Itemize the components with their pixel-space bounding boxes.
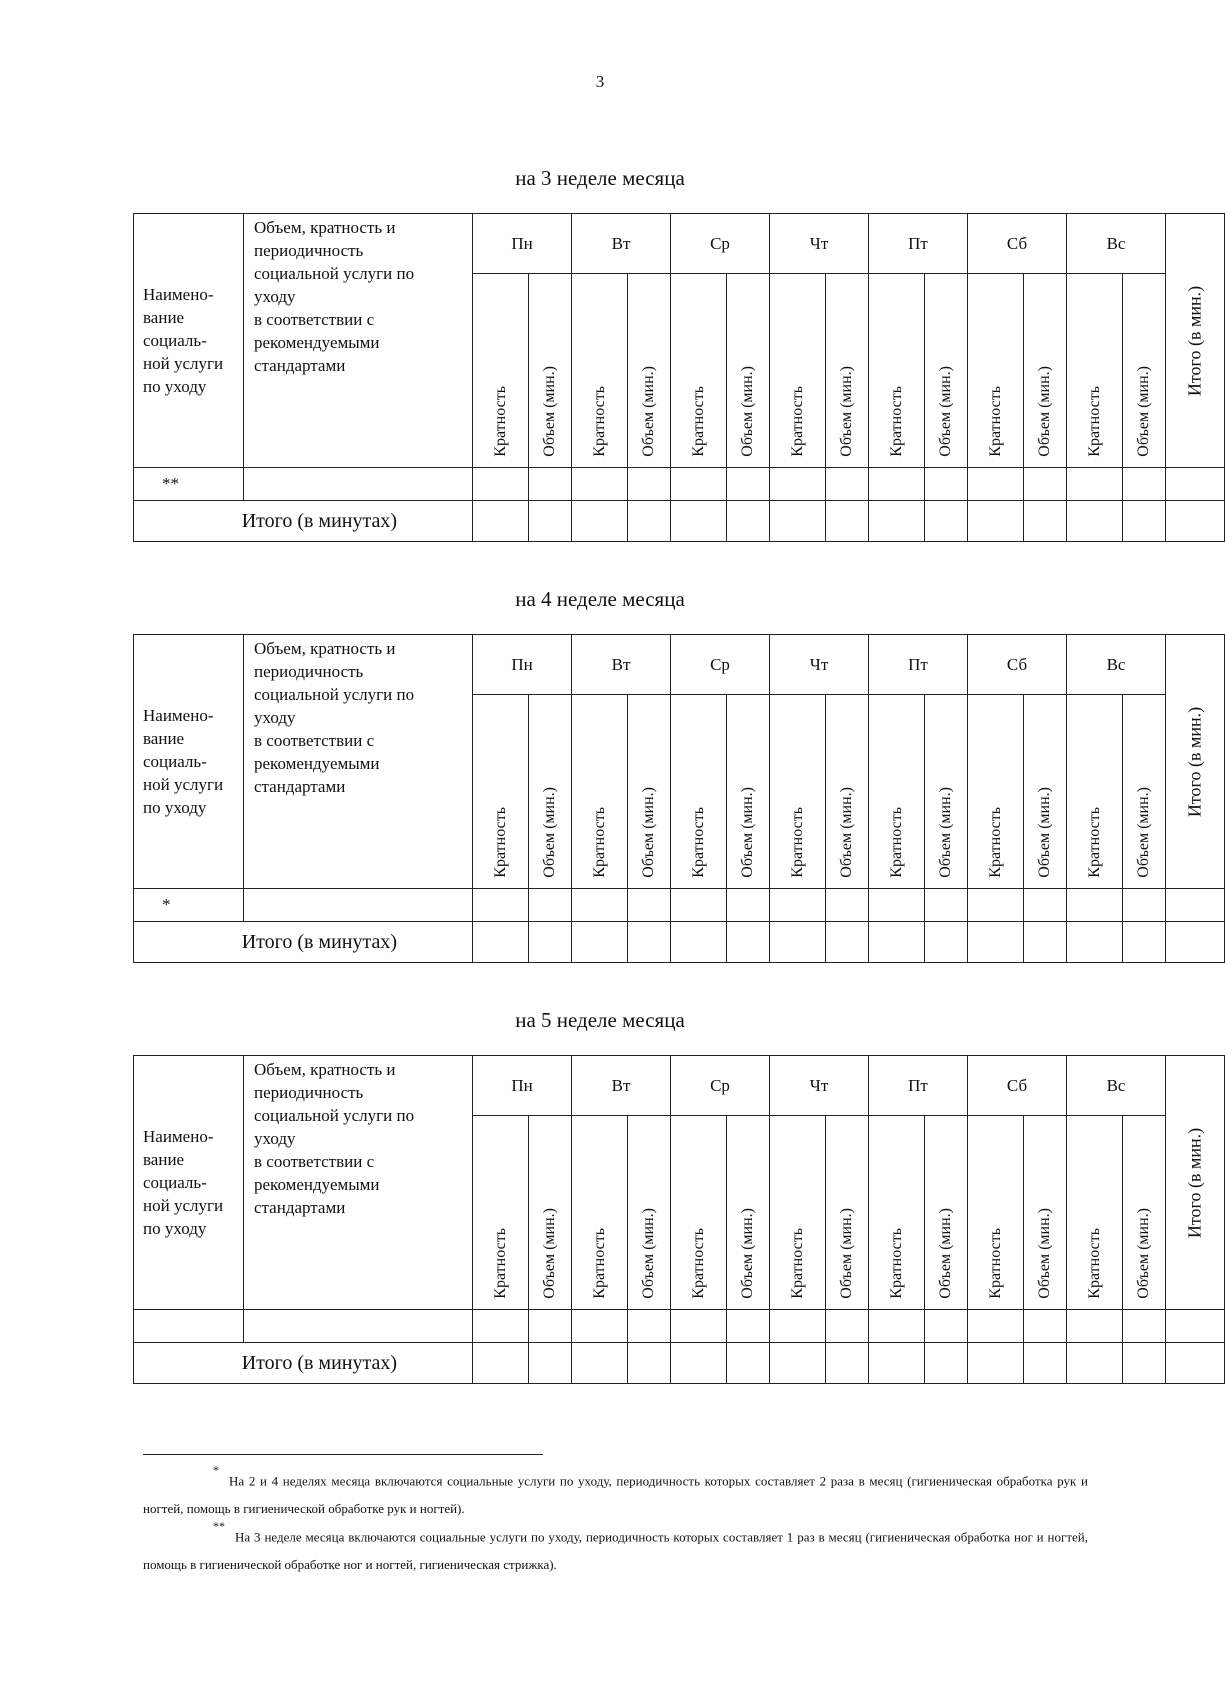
- total-value-cell: [1123, 922, 1166, 963]
- header-day: Вс: [1067, 214, 1166, 274]
- header-day: Чт: [770, 635, 869, 695]
- header-sub-label: Объем (мин.): [529, 695, 572, 889]
- total-value-cell: [727, 501, 770, 542]
- header-service-name: Наимено- вание социаль- ной услуги по уходу: [134, 214, 244, 468]
- page-number: 3: [595, 72, 605, 91]
- total-value-cell: [1166, 922, 1225, 963]
- total-value-cell: [869, 1343, 925, 1384]
- total-value-cell: [1067, 922, 1123, 963]
- header-sub-label: Кратность: [770, 1116, 826, 1310]
- header-sub-label: Кратность: [1067, 1116, 1123, 1310]
- service-value-cell: [968, 468, 1024, 501]
- week-schedule-table: [133, 1055, 1225, 1384]
- header-sub-label: Кратность: [473, 695, 529, 889]
- header-day: Вт: [572, 1056, 671, 1116]
- total-value-cell: [628, 922, 671, 963]
- service-value-cell: [473, 1310, 529, 1343]
- service-value-cell: [770, 468, 826, 501]
- service-value-cell: [473, 468, 529, 501]
- service-value-cell: [1166, 468, 1225, 501]
- header-total: Итого (в мин.): [1166, 635, 1225, 889]
- header-sub-label: Кратность: [572, 1116, 628, 1310]
- service-value-cell: [1067, 889, 1123, 922]
- service-value-cell: [826, 468, 869, 501]
- total-value-cell: [727, 922, 770, 963]
- total-value-cell: [968, 922, 1024, 963]
- header-day: Пт: [869, 1056, 968, 1116]
- service-value-cell: [925, 889, 968, 922]
- service-value-cell: [671, 1310, 727, 1343]
- header-volume: Объем, кратность и периодичность социальной услуги по уходу в соответствии с рекомендуемыми стандартами: [244, 635, 473, 889]
- service-value-cell: [1067, 468, 1123, 501]
- service-volume-cell: [244, 889, 473, 922]
- header-sub-label: Кратность: [869, 274, 925, 468]
- total-value-cell: [925, 1343, 968, 1384]
- service-value-cell: [727, 889, 770, 922]
- header-sub-label: Кратность: [671, 695, 727, 889]
- total-value-cell: [1123, 1343, 1166, 1384]
- header-sub-label: Объем (мин.): [925, 695, 968, 889]
- service-value-cell: [826, 1310, 869, 1343]
- footnote-2-text: На 3 неделе месяца включаются социальные услуги по уходу, периодичность которых составляет 1 раз в месяц (гигиеническая обработка ног и ногтей, помощь в гигиенической обработке ног и ногтей, гигиеническая стрижка).: [143, 1529, 1088, 1573]
- total-value-cell: [473, 501, 529, 542]
- total-value-cell: [826, 501, 869, 542]
- header-sub-label: Кратность: [572, 695, 628, 889]
- header-sub-label: Объем (мин.): [628, 1116, 671, 1310]
- footnote-2-mark: **: [213, 1519, 225, 1533]
- header-day: Сб: [968, 1056, 1067, 1116]
- total-value-cell: [1166, 501, 1225, 542]
- header-sub-label: Объем (мин.): [1123, 695, 1166, 889]
- total-value-cell: [770, 501, 826, 542]
- total-value-cell: [727, 1343, 770, 1384]
- week-title: на 4 неделе месяца: [515, 587, 685, 611]
- header-sub-label: Объем (мин.): [628, 695, 671, 889]
- service-row-mark: *: [134, 889, 244, 922]
- header-day: Вт: [572, 214, 671, 274]
- header-sub-label: Объем (мин.): [826, 274, 869, 468]
- header-sub-label: Кратность: [968, 1116, 1024, 1310]
- header-day: Вс: [1067, 635, 1166, 695]
- header-sub-label: Кратность: [770, 274, 826, 468]
- total-value-cell: [671, 1343, 727, 1384]
- header-day: Чт: [770, 214, 869, 274]
- header-day: Сб: [968, 214, 1067, 274]
- total-value-cell: [826, 922, 869, 963]
- header-sub-label: Объем (мин.): [826, 695, 869, 889]
- service-value-cell: [529, 889, 572, 922]
- header-sub-label: Кратность: [1067, 274, 1123, 468]
- service-value-cell: [826, 889, 869, 922]
- header-sub-label: Кратность: [473, 274, 529, 468]
- total-value-cell: [925, 501, 968, 542]
- service-value-cell: [671, 468, 727, 501]
- header-sub-label: Объем (мин.): [925, 274, 968, 468]
- header-sub-label: Объем (мин.): [925, 1116, 968, 1310]
- total-value-cell: [572, 1343, 628, 1384]
- header-day: Пн: [473, 1056, 572, 1116]
- week-schedule-table: [133, 634, 1225, 963]
- header-day: Чт: [770, 1056, 869, 1116]
- service-value-cell: [869, 468, 925, 501]
- service-value-cell: [473, 889, 529, 922]
- week-title: на 3 неделе месяца: [515, 166, 685, 190]
- header-day: Пн: [473, 214, 572, 274]
- total-value-cell: [572, 922, 628, 963]
- header-day: Пн: [473, 635, 572, 695]
- total-minutes-label: Итого (в минутах): [134, 1343, 473, 1384]
- service-value-cell: [1067, 1310, 1123, 1343]
- header-sub-label: Кратность: [671, 274, 727, 468]
- header-day: Пт: [869, 214, 968, 274]
- service-value-cell: [968, 1310, 1024, 1343]
- service-value-cell: [869, 889, 925, 922]
- header-day: Вт: [572, 635, 671, 695]
- total-value-cell: [1067, 1343, 1123, 1384]
- service-value-cell: [770, 1310, 826, 1343]
- total-value-cell: [1123, 501, 1166, 542]
- service-value-cell: [628, 1310, 671, 1343]
- service-value-cell: [869, 1310, 925, 1343]
- service-value-cell: [572, 889, 628, 922]
- header-sub-label: Объем (мин.): [1123, 1116, 1166, 1310]
- total-value-cell: [968, 501, 1024, 542]
- header-day: Вс: [1067, 1056, 1166, 1116]
- header-total: Итого (в мин.): [1166, 214, 1225, 468]
- header-sub-label: Объем (мин.): [727, 695, 770, 889]
- header-sub-label: Объем (мин.): [1024, 274, 1067, 468]
- header-volume: Объем, кратность и периодичность социальной услуги по уходу в соответствии с рекомендуемыми стандартами: [244, 1056, 473, 1310]
- total-value-cell: [572, 501, 628, 542]
- total-value-cell: [1024, 922, 1067, 963]
- total-value-cell: [770, 922, 826, 963]
- header-sub-label: Кратность: [572, 274, 628, 468]
- header-day: Ср: [671, 214, 770, 274]
- header-sub-label: Объем (мин.): [826, 1116, 869, 1310]
- total-value-cell: [473, 1343, 529, 1384]
- service-value-cell: [1123, 889, 1166, 922]
- footnote-1-text: На 2 и 4 неделях месяца включаются социальные услуги по уходу, периодичность которых составляет 2 раза в месяц (гигиеническая обработка рук и ногтей, помощь в гигиенической обработке рук и ногтей).: [143, 1473, 1088, 1517]
- total-value-cell: [1166, 1343, 1225, 1384]
- service-value-cell: [1024, 468, 1067, 501]
- week-title: на 5 неделе месяца: [515, 1008, 685, 1032]
- service-value-cell: [925, 1310, 968, 1343]
- footnote-1-mark: *: [213, 1463, 219, 1477]
- header-sub-label: Кратность: [473, 1116, 529, 1310]
- header-sub-label: Кратность: [1067, 695, 1123, 889]
- service-volume-cell: [244, 468, 473, 501]
- service-value-cell: [628, 468, 671, 501]
- header-day: Ср: [671, 635, 770, 695]
- total-minutes-label: Итого (в минутах): [134, 501, 473, 542]
- service-volume-cell: [244, 1310, 473, 1343]
- service-value-cell: [727, 1310, 770, 1343]
- service-value-cell: [727, 468, 770, 501]
- header-sub-label: Объем (мин.): [628, 274, 671, 468]
- total-value-cell: [869, 922, 925, 963]
- footnote-separator: [143, 1454, 543, 1455]
- service-value-cell: [671, 889, 727, 922]
- service-value-cell: [628, 889, 671, 922]
- header-sub-label: Объем (мин.): [529, 274, 572, 468]
- total-value-cell: [925, 922, 968, 963]
- service-value-cell: [572, 1310, 628, 1343]
- service-value-cell: [1024, 1310, 1067, 1343]
- total-value-cell: [770, 1343, 826, 1384]
- service-row-mark: **: [134, 468, 244, 501]
- service-value-cell: [529, 468, 572, 501]
- total-value-cell: [529, 922, 572, 963]
- total-value-cell: [826, 1343, 869, 1384]
- total-value-cell: [1024, 1343, 1067, 1384]
- header-sub-label: Кратность: [671, 1116, 727, 1310]
- header-sub-label: Объем (мин.): [1024, 695, 1067, 889]
- header-sub-label: Кратность: [770, 695, 826, 889]
- total-value-cell: [869, 501, 925, 542]
- header-day: Сб: [968, 635, 1067, 695]
- header-sub-label: Кратность: [968, 274, 1024, 468]
- service-value-cell: [1166, 1310, 1225, 1343]
- header-sub-label: Кратность: [869, 1116, 925, 1310]
- service-value-cell: [572, 468, 628, 501]
- service-value-cell: [1166, 889, 1225, 922]
- header-sub-label: Объем (мин.): [727, 1116, 770, 1310]
- footnote-2: [143, 1518, 1088, 1579]
- header-sub-label: Кратность: [869, 695, 925, 889]
- total-minutes-label: Итого (в минутах): [134, 922, 473, 963]
- service-row-mark: [134, 1310, 244, 1343]
- header-day: Ср: [671, 1056, 770, 1116]
- total-value-cell: [671, 922, 727, 963]
- service-value-cell: [925, 468, 968, 501]
- service-value-cell: [529, 1310, 572, 1343]
- service-value-cell: [1123, 468, 1166, 501]
- service-value-cell: [1024, 889, 1067, 922]
- total-value-cell: [473, 922, 529, 963]
- total-value-cell: [529, 1343, 572, 1384]
- header-sub-label: Кратность: [968, 695, 1024, 889]
- header-sub-label: Объем (мин.): [1024, 1116, 1067, 1310]
- header-day: Пт: [869, 635, 968, 695]
- header-service-name: Наимено- вание социаль- ной услуги по уходу: [134, 1056, 244, 1310]
- total-value-cell: [1067, 501, 1123, 542]
- total-value-cell: [628, 1343, 671, 1384]
- service-value-cell: [1123, 1310, 1166, 1343]
- header-total: Итого (в мин.): [1166, 1056, 1225, 1310]
- total-value-cell: [529, 501, 572, 542]
- service-value-cell: [968, 889, 1024, 922]
- total-value-cell: [628, 501, 671, 542]
- total-value-cell: [671, 501, 727, 542]
- header-sub-label: Объем (мин.): [529, 1116, 572, 1310]
- total-value-cell: [1024, 501, 1067, 542]
- header-service-name: Наимено- вание социаль- ной услуги по уходу: [134, 635, 244, 889]
- header-sub-label: Объем (мин.): [727, 274, 770, 468]
- header-sub-label: Объем (мин.): [1123, 274, 1166, 468]
- total-value-cell: [968, 1343, 1024, 1384]
- week-schedule-table: [133, 213, 1225, 542]
- footnote-1: [143, 1462, 1088, 1523]
- header-volume: Объем, кратность и периодичность социальной услуги по уходу в соответствии с рекомендуемыми стандартами: [244, 214, 473, 468]
- service-value-cell: [770, 889, 826, 922]
